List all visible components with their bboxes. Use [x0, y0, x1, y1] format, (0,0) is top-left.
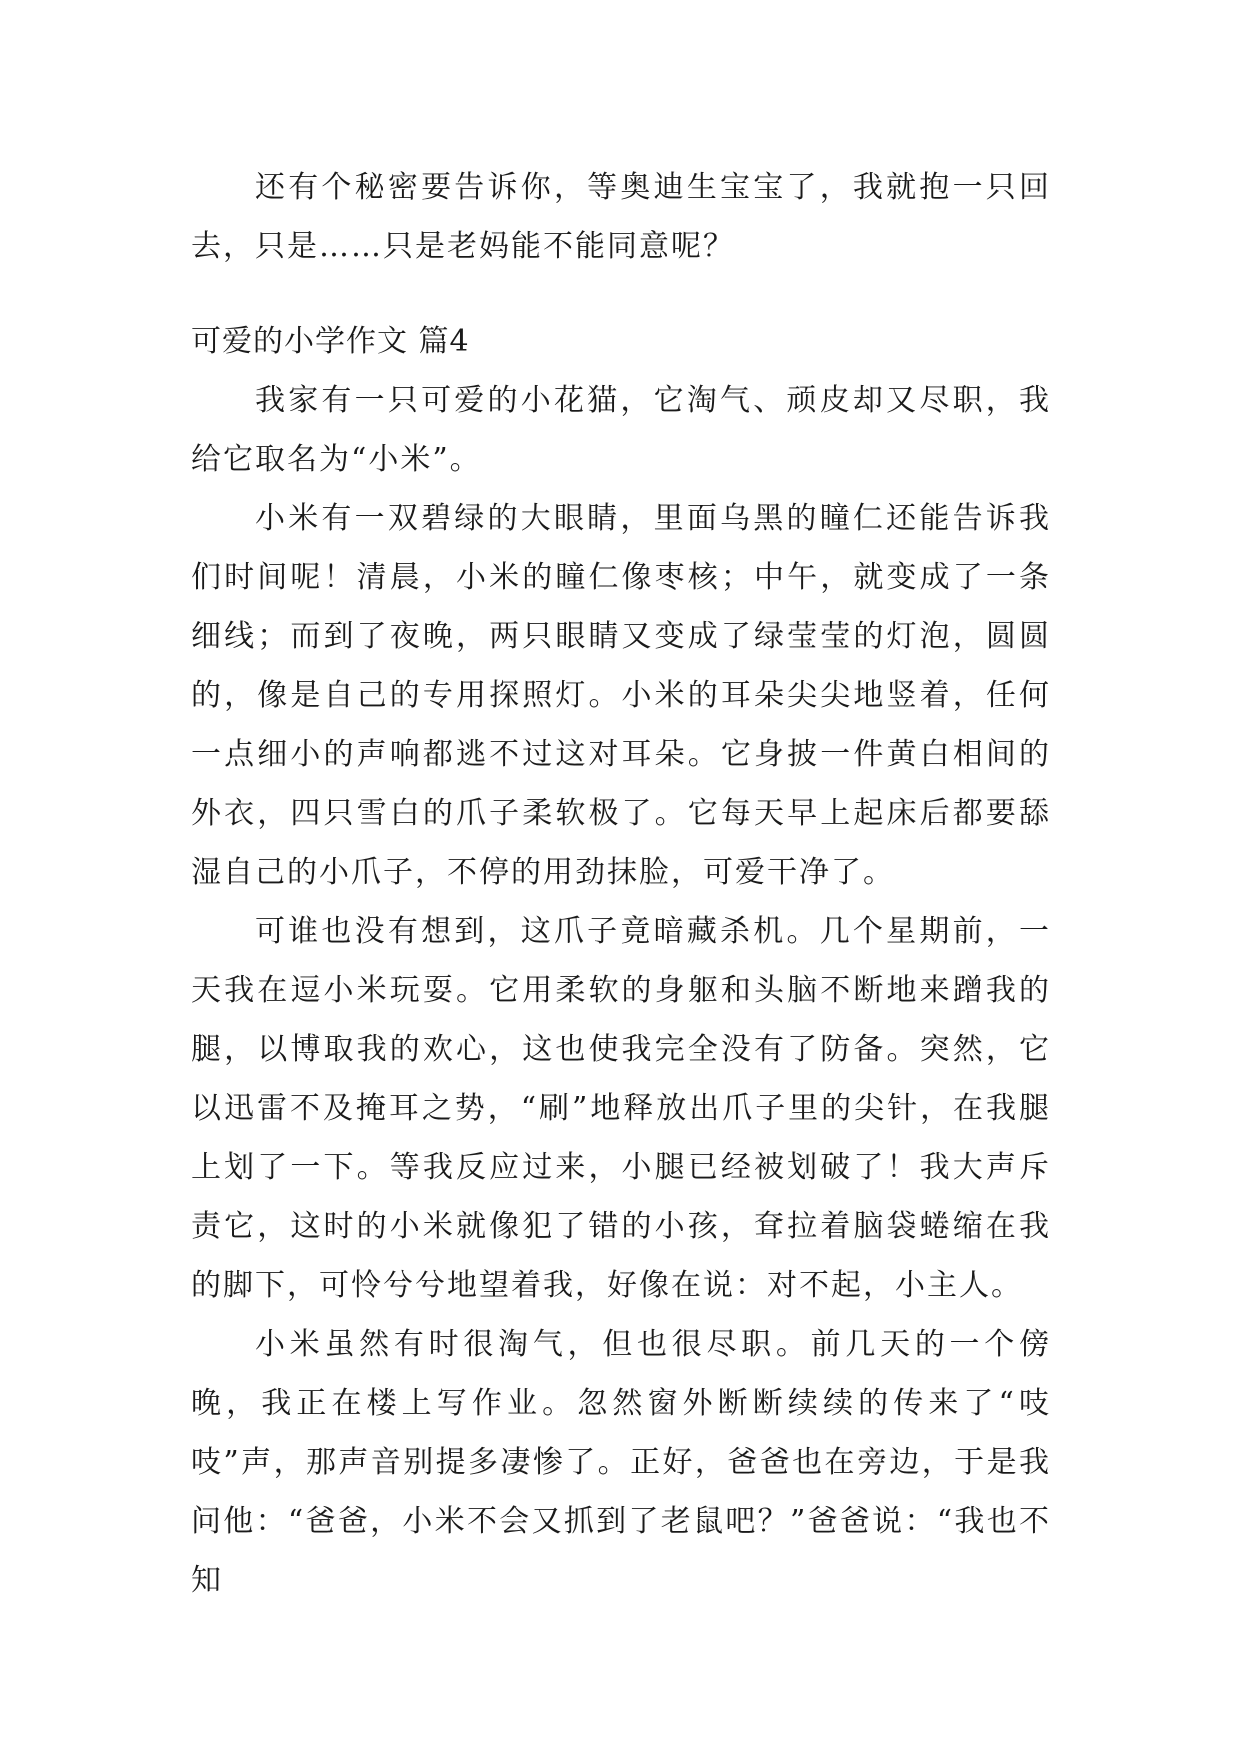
- paragraph-1: 我家有一只可爱的小花猫，它淘气、顽皮却又尽职，我给它取名为“小米”。: [191, 383, 1051, 477]
- paragraph-2: 小米有一双碧绿的大眼睛，里面乌黑的瞳仁还能告诉我们时间呢！清晨，小米的瞳仁像枣核；中午，就变成了一条细线；而到了夜晚，两只眼睛又变成了绿莹莹的灯泡，圆圆的，像是自己的专用探照灯。小米的耳朵尖尖地竖着，任何一点细小的声响都逃不过这对耳朵。它身披一件黄白相间的外衣，四只雪白的爪子柔软极了。它每天早上起床后都要舔湿自己的小爪子，不停的用劲抹脸，可爱干净了。: [191, 501, 1051, 890]
- document-body: [191, 158, 1051, 1610]
- paragraph-3: 可谁也没有想到，这爪子竟暗藏杀机。几个星期前，一天我在逗小米玩耍。它用柔软的身躯和头脑不断地来蹭我的腿，以博取我的欢心，这也使我完全没有了防备。突然，它以迅雷不及掩耳之势，“刷”地释放出爪子里的尖针，在我腿上划了一下。等我反应过来，小腿已经被划破了！我大声斥责它，这时的小米就像犯了错的小孩，耷拉着脑袋蜷缩在我的脚下，可怜兮兮地望着我，好像在说：对不起，小主人。: [191, 914, 1051, 1303]
- paragraph-4: 小米虽然有时很淘气，但也很尽职。前几天的一个傍晚，我正在楼上写作业。忽然窗外断断续续的传来了“吱吱”声，那声音别提多凄惨了。正好，爸爸也在旁边，于是我问他：“爸爸，小米不会又抓到了老鼠吧？”爸爸说：“我也不知: [191, 1327, 1051, 1598]
- section-heading: 可爱的小学作文 篇4: [191, 324, 470, 359]
- intro-paragraph: 还有个秘密要告诉你，等奥迪生宝宝了，我就抱一只回去，只是……只是老妈能不能同意呢？: [191, 170, 1051, 264]
